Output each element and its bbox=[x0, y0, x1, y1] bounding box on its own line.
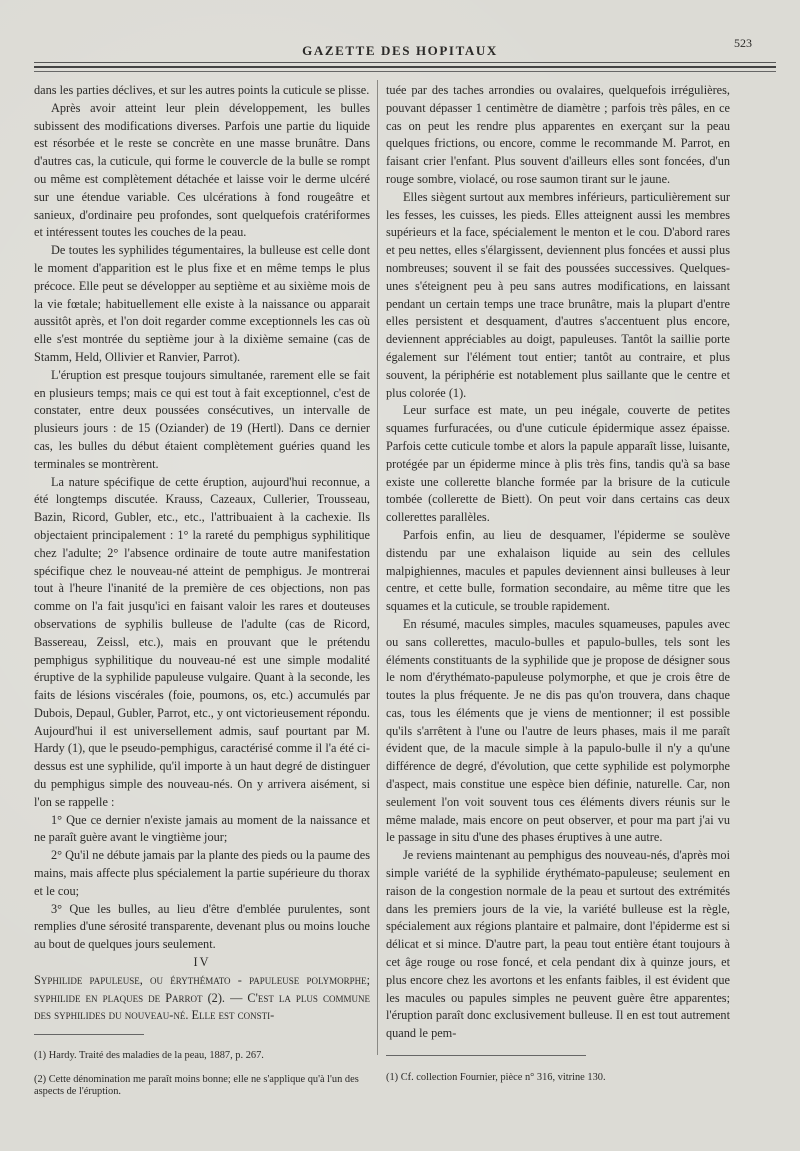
paragraph: Après avoir atteint leur plein développement, les bulles subissent des modifications diverses. Parfois une partie du liquide est résorbée et le reste se concrète en une masse brunâtre. Dans d'autres cas, la cuticule, qui forme le couvercle de la bulle se rompt ou même est complètement détachée et laisse voir le derme ulcéré sur une étendue variable. Ces ulcérations à fond rougeâtre et sanieux, d'ordinaire peu profondes, sont quelquefois cratériformes et intéressent toutes les couches de la peau. bbox=[34, 100, 370, 240]
footnote: (2) Cette dénomination me paraît moins bonne; elle ne s'applique qu'à l'un des aspects de l'éruption. bbox=[34, 1073, 359, 1098]
paragraph: dans les parties déclives, et sur les autres points la cuticule se plisse. bbox=[34, 83, 370, 97]
paragraph: En résumé, macules simples, macules squameuses, papules avec ou sans collerettes, maculo-bulles et papulo-bulles, tels sont les éléments constituants de la syphilide que je propose de désigner sous le nom d'érythémato-papuleuse polymorphe, et que je crois être de toutes la plus fréquente. Je ne dis pas qu'on trouvera, dans chaque cas, tous les éléments que je viens de mentionner; il est possible qu'ils s'arrêtent à l'une ou l'autre de leurs phases, mais il me paraît évident que, de la macule simple à la papulo-bulle il n'y a qu'une différence de degré, d'évolution, que cette syphilide est polymorphe d'aspect, mais constitue une espèce bien définie, naturelle. Car, non seulement l'on voit souvent tous ces éléments divers réunis sur le même malade, mais encore on peut observer, et pour ma part j'ai vu le passage in situ d'une des phases éruptives à une autre. bbox=[386, 616, 730, 845]
paragraph: 3° Que les bulles, au lieu d'être d'emblée purulentes, sont remplies d'une sérosité transparente, devenant plus ou moins louche au bout de quelques jours seulement. bbox=[34, 901, 370, 952]
paragraph: De toutes les syphilides tégumentaires, la bulleuse est celle dont le moment d'apparition est le plus fixe et en même temps le plus précoce. Elle peut se développer au septième et au sixième mois de la vie fœtale; habituellement elle existe à la naissance ou apparait aussitôt après, et l'on doit regarder comme exceptionnels les cas où elle s'est montrée du septième jour à la dixième semaine (cas de Stamm, Held, Ollivier et Ranvier, Parrot). bbox=[34, 243, 370, 364]
left-column bbox=[34, 82, 370, 1025]
paragraph: Parfois enfin, au lieu de desquamer, l'épiderme se soulève distendu par une exhalaison liquide au sein des cellules malpighiennes, macules et papules deviennent ainsi bulleuses à leur centre, et cette bulle, formation secondaire, au même titre que les squames et la cuticule, se trouble rapidement. bbox=[386, 527, 730, 614]
footnote: (1) Cf. collection Fournier, pièce n° 316, vitrine 130. bbox=[386, 1072, 606, 1084]
right-footnotes bbox=[386, 1062, 730, 1096]
paragraph: tuée par des taches arrondies ou ovalaires, quelquefois irrégulières, pouvant dépasser 1 centimètre de diamètre ; parfois très pâles, en ce cas on peut les rendre plus apparentes en exerçant sur la peau quelques frictions, ou encore, comme le recommande M. Parrot, en faisant crier l'enfant. Plus souvent d'ailleurs elles sont foncées, d'un rouge sombre, violacé, ou rose saumon tirant sur le jaune. bbox=[386, 83, 730, 186]
header-rule-lower bbox=[34, 71, 776, 72]
section-title-continuation: — C'est la plus commune des syphilides du nouveau-né. Elle est consti- bbox=[34, 990, 370, 1023]
section-title: Syphilide papuleuse, ou érythémato - papuleuse polymorphe; syphilide en plaques de Parrot (2). bbox=[34, 972, 370, 1005]
section-heading bbox=[34, 972, 370, 1025]
paragraph: Leur surface est mate, un peu inégale, couverte de petites squames furfuracées, ou d'une cuticule épidermique assez épaisse. Parfois cette cuticule tombe et alors la papule apparaît lisse, luisante, protégée par un épiderme mince à plis très fins, tandis qu'à sa base existe une collerette blanche formée par la brisure de la cuticule tombée (collerette de Biett). On peut voir dans certains cas deux collerettes parallèles. bbox=[386, 403, 730, 525]
footnote-rule-right bbox=[386, 1055, 586, 1056]
column-divider bbox=[377, 80, 378, 1055]
paragraph: Je reviens maintenant au pemphigus des nouveau-nés, d'après moi simple variété de la syphilide érythémato-papuleuse; seulement en raison de la congestion normale de la peau et surtout des extrémités dans les premiers jours de la vie, la variété bulleuse est la règle, spécialement aux régions plantaire et palmaire, dont l'épiderme est si délicat et si mince. D'autre part, la peau tout entière étant toujours à cet âge rouge ou rose foncé, et cela pendant dix à quinze jours, et plus encore chez les avortons et les enfants faibles, il est évident que les macules ou papules simples ne peuvent guère être apparentes; l'éruption paraît donc exclusivement bulleuse. Il en est tout autrement quand le pem- bbox=[386, 848, 730, 1041]
right-column bbox=[386, 82, 730, 1043]
paragraph: L'éruption est presque toujours simultanée, rarement elle se fait en plusieurs temps; mais ce qui est tout à fait exceptionnel, c'est de constater, entre deux poussées consécutives, un intervalle de plusieurs jours : de 15 (Oziander) de 19 (Hertl). Dans ce dernier cas, les bulles du début étaient complètement guéries quand les terminales se montrèrent. bbox=[34, 367, 370, 471]
paragraph: 2° Qu'il ne débute jamais par la plante des pieds ou la paume des mains, mais affecte plus spécialement la partie supérieure du thorax et le cou; bbox=[34, 848, 370, 898]
footnote-rule-left bbox=[34, 1034, 144, 1035]
header-rule-thick bbox=[34, 66, 776, 68]
page-number: 523 bbox=[734, 36, 752, 50]
left-footnotes bbox=[34, 1040, 370, 1110]
footnote: (1) Hardy. Traité des maladies de la peau, 1887, p. 267. bbox=[34, 1050, 264, 1062]
paragraph: 1° Que ce dernier n'existe jamais au moment de la naissance et ne paraît guère avant le vingtième jour; bbox=[34, 812, 370, 845]
paragraph: La nature spécifique de cette éruption, aujourd'hui reconnue, a été longtemps discutée. Krauss, Cazeaux, Cullerier, Trousseau, Bazin, Ricord, Gubler, etc., etc., l'attribuaient à la cachexie. Ils objectaient principalement : 1° la rareté du pemphigus syphilitique chez l'adulte; 2° l'absence ordinaire de toute autre manifestation spécifique chez le nouveau-né atteint de pemphigus. Je montrerai tout à l'heure l'inanité de la première de ces objections, non pas comme on l'a fait jusqu'ici en faisant valoir les rares et douteuses observations de syphilis bulleuse de l'adulte (cas de Ricord, Bassereau, Zeissl, etc.), mais en prouvant que le prétendu pemphigus syphilitique du nouveau-né est une simple modalité éruptive de la syphilide papuleuse vulgaire. Quant à la seconde, les faits de lésions viscérales (foie, poumons, os, etc.) accumulés par Dubois, Depaul, Gubler, Parrot, etc., y ont victorieusement répondu. Aujourd'hui il est universellement admis, sauf pourtant par M. Hardy (1), que le pseudo-pemphigus, caractérisé comme il l'a été ci-dessus est une syphilide, qu'il importe à un haut degré de distinguer du pemphigus simple des nouveau-nés. On y arrivera aisément, si l'on se rappelle : bbox=[34, 474, 370, 809]
page-header-title: GAZETTE DES HOPITAUX bbox=[302, 43, 498, 58]
paragraph: Elles siègent surtout aux membres inférieurs, particulièrement sur les fesses, les cuisses, les pieds. Elles atteignent aussi les membres supérieurs et la face, spécialement le menton et le cou. D'abord rares et peu nettes, elles s'élargissent, deviennent plus foncées et aussi plus nombreuses; souvent il se fait des poussées successives. Quelques-unes s'éteignent peu à peu sans autres modifications, en laissant pendant un certain temps une trace brunâtre, mais la plupart d'entre elles persistent et desquament, d'autres s'accentuent plus encore, deviennent appréciables au doigt, papuleuses. Tantôt la saillie porte également sur l'élément tout entier; tantôt au contraire, et plus souvent, la périphérie est notablement plus saillante que le centre et plus colorée (1). bbox=[386, 189, 730, 400]
section-number: IV bbox=[193, 955, 211, 970]
header-rule bbox=[34, 62, 776, 63]
